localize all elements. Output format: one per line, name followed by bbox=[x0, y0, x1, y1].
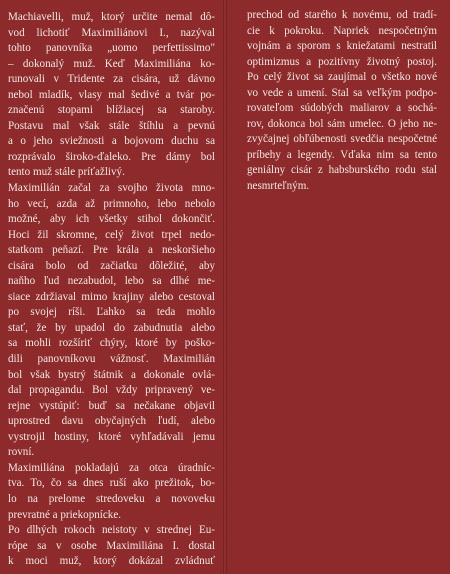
text-line: statkom peňazí. Pre krála a neskoršieho bbox=[8, 244, 215, 257]
text-line: geniálny cisár z habsburského rodu stal bbox=[247, 164, 437, 177]
text-line: optimizmus a pozitívny životný postoj. bbox=[247, 55, 437, 68]
text-line: uprostred davu obyčajných ľudí, alebo bbox=[8, 415, 215, 428]
text-line: dal propagandu. Bol vždy pripravený ve- bbox=[8, 384, 215, 397]
text-line: Machiavelli, muž, ktorý určite nemal dô- bbox=[8, 11, 215, 23]
text-line: Maximiliána pokladajú za otca úradníc- bbox=[8, 461, 215, 474]
text-line: stať, že by upadol do zabudnutia alebo bbox=[8, 321, 215, 334]
text-line: a o jeho sviežnosti a bojovom duchu sa bbox=[8, 135, 215, 148]
text-line: zvyčajnej obľúbenosti svedčia nespočetné bbox=[247, 133, 437, 146]
text-line: cisára bolo od začiatku dôležité, aby bbox=[8, 259, 215, 272]
text-line: Maximilián začal za svojho života mno- bbox=[8, 182, 215, 195]
text-line: tento muž stále príťažlivý. bbox=[8, 166, 125, 179]
text-line: runovali v Tridente za cisára, už dávno bbox=[8, 73, 215, 86]
text-line: Hoci žil skromne, celý život trpel nedo- bbox=[8, 228, 215, 241]
left-text-column bbox=[8, 10, 215, 570]
text-line: naňho ľud nezabudol, lebo sa dlhé me- bbox=[8, 275, 215, 288]
text-line: možné, aby ich všetky stihol dokončiť. bbox=[8, 213, 215, 226]
right-text-column bbox=[247, 8, 437, 195]
text-line: tva. To, čo sa dnes ruší ako prežitok, bo- bbox=[8, 477, 215, 490]
text-line: Po dlhých rokoch neistoty v strednej Eu- bbox=[8, 524, 215, 537]
text-line: sa mohli rozšíriť chýry, ktoré by poško- bbox=[8, 337, 215, 350]
text-line: vystrojil hostiny, ktoré vyhľadávali jemu bbox=[8, 430, 215, 443]
text-line: Po celý život sa zaujímal o všetko nové bbox=[247, 71, 437, 84]
text-line: rov, dokonca bol sám umelec. O jeho ne- bbox=[247, 117, 437, 130]
text-line: – dokonalý muž. Keď Maximiliána ko- bbox=[8, 57, 215, 70]
text-line: prechod od starého k novému, od tradí- bbox=[247, 9, 437, 21]
text-line: k moci muž, ktorý dokázal zvládnuť bbox=[8, 555, 215, 568]
text-line: príbehy a legendy. Vďaka nim sa tento bbox=[247, 148, 437, 161]
text-line: vojnám a sporom s kniežatami nestratil bbox=[247, 40, 437, 53]
text-line: cie k pokroku. Napriek nespočetným bbox=[247, 24, 437, 37]
text-line: po svojej ríši. Ľahko sa teda mohlo bbox=[8, 306, 215, 319]
text-line: tohto panovníka „uomo perfettissimo" bbox=[8, 42, 215, 55]
text-line: rovní. bbox=[8, 446, 35, 459]
text-line: rozprávalo široko-ďaleko. Pre dámy bol bbox=[8, 150, 215, 163]
text-line: prevratné a priekopnícke. bbox=[8, 508, 122, 521]
text-line: Postavu mal však stále štíhlu a pevnú bbox=[8, 119, 215, 132]
book-gutter bbox=[223, 0, 227, 574]
text-line: bol však bystrý štátnik a dokonale ovlá- bbox=[8, 368, 215, 381]
text-line: nesmrteľným. bbox=[247, 180, 310, 193]
text-line: dili panovníkovu vážnosť. Maximilián bbox=[8, 353, 215, 366]
text-line: rópe sa v osobe Maximiliána I. dostal bbox=[8, 539, 215, 552]
text-line: značenú stopami blížiacej sa staroby. bbox=[8, 104, 215, 117]
text-line: siace zdržiaval mimo krajiny alebo cestoval bbox=[8, 290, 215, 303]
text-line: rejne vystúpiť: buď sa nečakane objavil bbox=[8, 399, 215, 412]
text-line: rovateľom súdobých maliarov a sochá- bbox=[247, 102, 437, 115]
text-line: nebol mladík, vlasy mal šedivé a tvár po- bbox=[8, 88, 215, 101]
text-line: ho vecí, azda až primnoho, lebo nebolo bbox=[8, 197, 215, 210]
text-line: lo na prelome stredoveku a novoveku bbox=[8, 492, 215, 505]
text-line: vo vede a umení. Stal sa veľkým podpo- bbox=[247, 86, 437, 99]
text-line: vod lichotiť Maximiliánovi I., nazýval bbox=[8, 26, 215, 39]
